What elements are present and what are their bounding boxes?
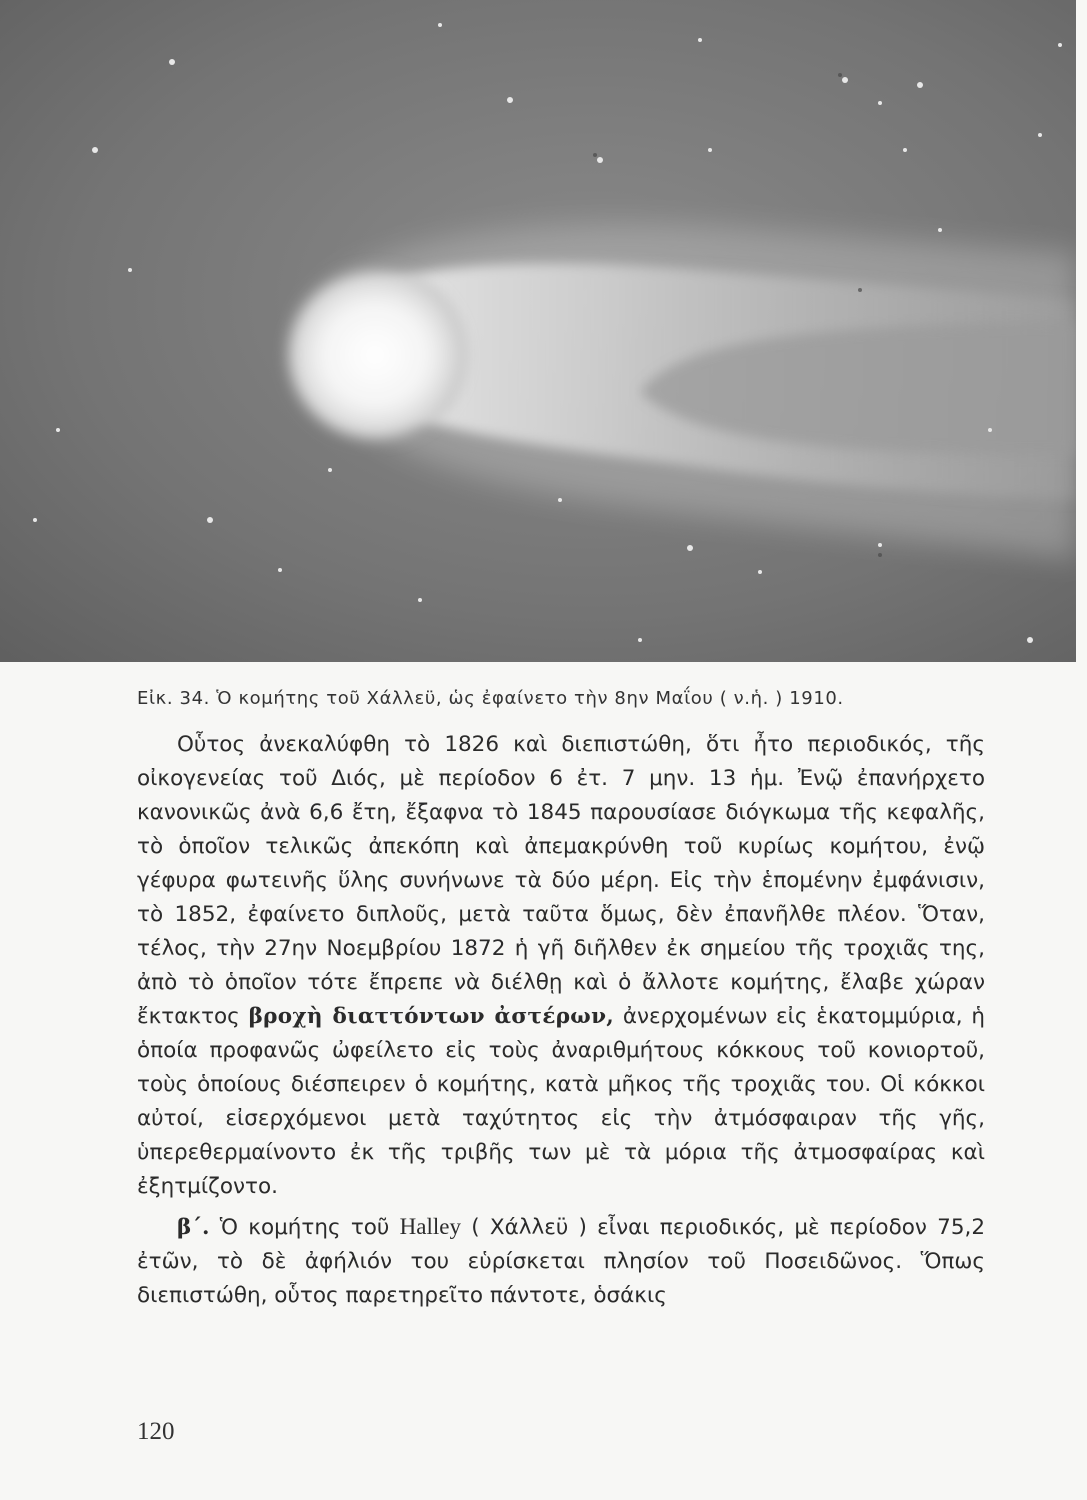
paragraph-2 (137, 1210, 985, 1313)
paragraph-2-text: Ὁ κομήτης τοῦ (219, 1215, 390, 1240)
comet-head (280, 263, 470, 447)
comet-photograph (0, 0, 1076, 662)
paragraph-1-continuation: ἀνερχομένων εἰς ἑκατομμύρια, ἡ ὁποία προφανῶς ὠφείλετο εἰς τοὺς ἀναριθμήτους κόκκους τοῦ κονιορτοῦ, τοὺς ὁποίους διέσπειρεν ὁ κομήτης, κατὰ μῆκος τῆς τροχιᾶς του. Οἱ κόκκοι αὐτοί, εἰσερχόμενοι μετὰ ταχύτητος εἰς τὴν ἀτμόσφαιραν τῆς γῆς, ὑπερεθερμαίνοντο ἐκ τῆς τριβῆς των μὲ τὰ μόρια τῆς ἀτμοσφαίρας καὶ ἐξητμίζοντο. (137, 1004, 985, 1199)
latin-name: Halley (399, 1214, 461, 1239)
figure-caption: Εἰκ. 34. Ὁ κομήτης τοῦ Χάλλεϋ, ὡς ἐφαίνετο τὴν 8ην Μαΐου ( ν.ἡ. ) 1910. (137, 688, 844, 709)
paragraph-1 (137, 728, 985, 1204)
paragraph-1-text: Οὗτος ἀνεκαλύφθη τὸ 1826 καὶ διεπιστώθη, ὅτι ἦτο περιοδικός, τῆς οἰκογενείας τοῦ Διός, μὲ περίοδον 6 ἐτ. 7 μην. 13 ἡμ. Ἐνῷ ἐπανήρχετο κανονικῶς ἀνὰ 6,6 ἔτη, ἔξαφνα τὸ 1845 παρουσίασε διόγκωμα τῆς κεφαλῆς, τὸ ὁποῖον τελικῶς ἀπεκόπη καὶ ἀπεμακρύνθη τοῦ κυρίως κομήτου, ἐνῷ γέφυρα φωτεινῆς ὕλης συνήνωνε τὰ δύο μέρη. Εἰς τὴν ἑπομένην ἐμφάνισιν, τὸ 1852, ἐφαίνετο διπλοῦς, μετὰ ταῦτα ὅμως, δὲν ἐπανῆλθε πλέον. Ὅταν, τέλος, τὴν 27ην Νοεμβρίου 1872 ἡ γῆ διῆλθεν ἐκ σημείου τῆς τροχιᾶς της, ἀπὸ τὸ ὁποῖον τότε ἔπρεπε νὰ διέλθῃ καὶ ὁ ἄλλοτε κομήτης, ἔλαβε χώραν ἔκτακτος (137, 732, 985, 1029)
paragraph-2-continuation: ( Χάλλεϋ ) εἶναι περιοδικός, μὲ περίοδον 75,2 ἐτῶν, τὸ δὲ ἀφήλιόν του εὑρίσκεται πλησίον τοῦ Ποσειδῶνος. Ὅπως διεπιστώθη, οὗτος παρετηρεῖτο πάντοτε, ὁσάκις (137, 1215, 986, 1308)
section-marker: β΄. (177, 1215, 210, 1240)
body-text (137, 728, 985, 1313)
comet-halley-image (0, 0, 1076, 662)
page-number: 120 (137, 1418, 175, 1445)
bold-term: βροχὴ διαττόντων ἀστέρων, (248, 1004, 615, 1029)
